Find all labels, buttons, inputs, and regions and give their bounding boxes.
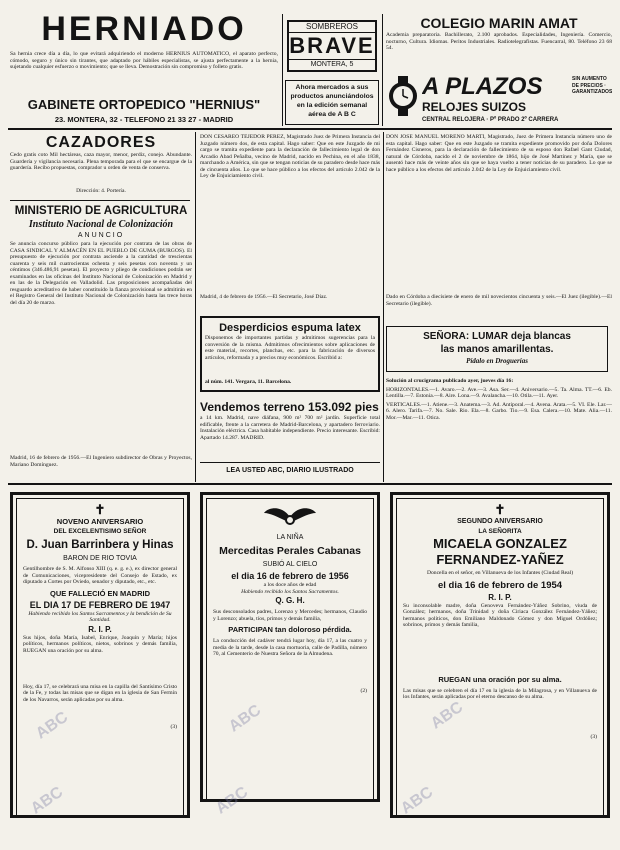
obit3-occasion: SEGUNDO ANIVERSARIO <box>457 518 543 525</box>
moreno-notice <box>386 134 612 318</box>
guia-line-1: Ahora mercados a sus <box>295 84 369 91</box>
marin-ad <box>386 14 612 74</box>
abc-watermark: ABC <box>397 783 437 818</box>
obit1-footer: Hoy, día 17, se celebrará una misa en la capilla del Santísimo Cristo de la Fe, y todas las misas que se digan en la iglesia de San Fermín de los Navarros, serán aplicadas por su alma. <box>23 683 177 703</box>
abc-watermark: ABC <box>427 698 467 733</box>
marin-body: Academia preparatoria. Bachillerato, 2.100 aprobados. Especialidades, Ingeniería. Comercio, nocturno, Cultura. Idiomas. Peritos Industriales. Radiotelegrafistas. Fuencarral, 80. Teléfono 23 68 54. <box>386 32 612 51</box>
abc-watermark: ABC <box>225 701 265 736</box>
guia-line-3: en la edición semanal <box>296 102 368 109</box>
obit2-ref: (2) <box>360 688 367 694</box>
crossword-solution <box>386 378 612 482</box>
obit2-qgh: Q. G. H. <box>275 596 305 605</box>
plazos-title: A PLAZOS <box>422 74 543 100</box>
agricultura-date: Madrid, 16 de febrero de 1956.—El Ingeniero subdirector de Obras y Proyectos, Mariano Domínguez. <box>10 455 192 468</box>
obit1-occasion: NOVENO ANIVERSARIO <box>56 517 144 526</box>
lumar-line-3: Pídalo en Droguerías <box>466 357 528 365</box>
obit1-rip: R. I. P. <box>88 624 112 634</box>
guia-line-2: productos anunciándolos <box>290 93 374 100</box>
obit1-died: QUE FALLECIÓ EN MADRID <box>49 588 150 598</box>
plazos-footer: CENTRAL RELOJERA · Pº PRADO 2º CARRERA <box>422 117 559 123</box>
obit1-ref: (3) <box>170 723 177 730</box>
cazadores-body: Cedo gratis coto Mil hectáreas, caza mayor, menor, perdiz, conejo. Abundante. Guardería y vigilancia necesaria. Plena temporada para el que se encargue de la guardería. Recibo propuestas, comprador u orden de venta de conserva. <box>10 152 192 171</box>
lumar-line-2: las manos amarillentas. <box>440 344 554 355</box>
plazos-ad <box>386 74 612 126</box>
obit2-event: SUBIÓ AL CIELO <box>262 561 318 568</box>
tejedor-notice <box>200 134 380 310</box>
terreno-ad <box>200 400 380 480</box>
desperdicios-body: Disponemos de importantes partidas y admitimos sugerencias para la conversión de la misma. Admitimos ofrecimientos sobre aplicaciones de este material, recortes, planchas, etc. para la fabricación de diversos artículos, reformada y a precios muy económicos. Escribid a: <box>205 335 375 361</box>
obit2-footer: La conducción del cadáver tendrá lugar hoy, día 17, a las cuatro y media de la tarde, desde la casa mortuoria, calle de Padilla, número 70, al Cementerio de Nuestra Señora de la Almudena. <box>213 638 367 657</box>
obituary-3 <box>390 492 610 818</box>
crossword-verticales: VERTICALES.—1. Atiene.—3. Anatema.—3. Ad. Antiporal.—4. Avena. Arata.—5. VI. Ele. Lar.—6. Alero. Tarifa.—7. No. Sale. Rio. Ela.—8. Garbo. Tio.—9. Esa. Calera.—10. Mate. Alia.—11. Mor.—Mar.—11. Otica. <box>386 401 612 421</box>
terreno-footer: LEA USTED ABC, DIARIO ILUSTRADO <box>226 467 354 474</box>
terreno-title: Vendemos terreno 153.092 pies <box>200 400 379 414</box>
obit3-date: el dia 16 de febrero de 1954 <box>437 579 563 591</box>
obit3-desc: Doncella en el señor, en Villanueva de los Infantes (Ciudad Real) <box>426 570 574 576</box>
angel-icon <box>213 503 367 533</box>
obit1-body: Sus hijos, doña María, Isabel, Enrique, Joaquín y María; hijos políticos, hermanos políticos, nietos, sobrinos y demás familia, RUEGAN una oración por su alma. <box>23 634 177 654</box>
cazadores-ad <box>10 134 192 198</box>
agricultura-body: Se anuncia concurso público para la ejecución por contrata de las obras de CASA SINDICAL Y ALMACÉN EN EL PUEBLO DE GUMA (BURGOS). El presupuesto de ejecución por contrata asciende a la cantidad de trescientas cuarenta y seis mil cuatrocientas ochenta y seis pesetas con noventa y un céntimos (346.486,91 pesetas). El proyecto y pliego de condiciones podrán ser examinados en las oficinas del Instituto Nacional de Colonización en Madrid y en las de la Delegación en Valladolid. Las proposiciones acompañadas del resguardo acreditativo de haber constituido la fianza provisional se admitirán en el Registro General del Instituto Nacional de Colonización hasta las trece horas del día 20 de marzo. <box>10 241 192 306</box>
abc-watermark: ABC <box>212 783 252 818</box>
obit2-label: LA NIÑA <box>276 534 304 541</box>
watch-icon <box>386 76 420 116</box>
obit3-name-2: FERNANDEZ-YAÑEZ <box>436 552 564 567</box>
obit1-honorific: DEL EXCELENTISIMO SEÑOR <box>53 528 147 535</box>
obituary-1 <box>10 492 190 818</box>
brave-top: SOMBREROS <box>289 22 375 33</box>
plazos-subtitle: RELOJES SUIZOS <box>422 100 527 114</box>
crossword-intro: Solución al crucigrama publicado ayer, jueves día 16: <box>386 378 514 384</box>
obit2-date: el dia 16 de febrero de 1956 <box>231 571 349 581</box>
cross-icon: ✝ <box>94 502 106 517</box>
cazadores-title: CAZADORES <box>45 134 157 151</box>
brave-name: BRAVE <box>289 33 375 58</box>
terreno-body: a 14 km. Madrid, nave diáfana, 900 m² 700 m² jardín. Superficie total edificable, frente a la carretera de Madrid-Barcelona, y apartadero ferroviario. Instalación eléctrica. Casa habitable independiente. Precio interesante. Escribid: Apartado 14.287. MADRID. <box>200 415 380 441</box>
obit2-sacraments: Habiendo recibido los Santos Sacramentos. <box>241 588 339 595</box>
abc-watermark: ABC <box>27 783 67 818</box>
marin-title: COLEGIO MARIN AMAT <box>420 15 578 31</box>
agricultura-title: MINISTERIO DE AGRICULTURA <box>14 205 188 217</box>
lumar-ad <box>386 326 608 372</box>
crossword-horizontales: HORIZONTALES.—1. Avaro.—2. Ave.—3. Asa. Ser.—4. Aniversario.—5. Ta. Alma. TT.—6. Eb. Lentilla.—7. Estonia.—8. Aire. Lona.—9. Avalancha.—10. Otila.—11. Ayer. <box>386 386 612 399</box>
obit3-body: Su inconsolable madre, doña Genoveva Fernández-Yáñez Sobrino, viuda de González; hermanos, doña Trinidad y doña Ciriaca González Fernández-Yáñez; hermanos políticos, don Emiliano Maldonado Gómez y don Miguel Ordóñez; sobrinos, primos y demás familia, <box>403 602 597 628</box>
obit1-title: BARON DE RIO TOVIA <box>63 555 137 562</box>
obit2-body: Sus desconsolados padres, Lorenzo y Mercedes; hermanos, Claudio y Lorenzo; abuela, tíos, primos y demás familia, <box>213 609 367 622</box>
desperdicios-address: al núm. 141. Vergara, 11. Barcelona. <box>205 379 292 385</box>
tejedor-date: Madrid, 4 de febrero de 1956.—El Secretario, José Díaz. <box>200 294 328 300</box>
obit1-date: EL DIA 17 DE FEBRERO DE 1947 <box>29 599 171 610</box>
brave-ad <box>287 20 377 72</box>
obit3-ref: (3) <box>590 733 597 740</box>
obituary-2 <box>200 492 380 802</box>
hernio-title: HERNIADO <box>41 10 247 48</box>
obit2-participate: PARTICIPAN tan doloroso pérdida. <box>228 625 352 634</box>
agricultura-label: ANUNCIO <box>77 232 125 239</box>
brave-bottom: MONTERA, 5 <box>289 59 375 69</box>
obit2-age: a los doce años de edad <box>263 582 317 588</box>
agricultura-subtitle: Instituto Nacional de Colonización <box>28 219 174 230</box>
obit1-desc: Gentilhombre de S. M. Alfonso XIII (q. e. g. e.), ex director general de Comunicaciones, vicepresidente del Consejo de Estado, ex diputado a Cortes por Oviedo, senador y diputado, etc., etc. <box>23 566 177 585</box>
hernio-ad <box>10 10 278 128</box>
tejedor-body: DON CESAREO TEJEDOR PEREZ, Magistrado Juez de Primera Instancia del Juzgado número dos, de esta capital. Hago saber: Que en este Juzgado de mi cargo se tramita expediente para la declaración de fallecimiento legal de don Arcadio Abad Peñalba, vecino de Madrid, nacido en Pechina, en el año 1838, marchando a América, sin que se tengan noticias de su paradero desde hace más de cincuenta años. Lo que se hace público a los efectos del artículo 2.042 de la Ley de Enjuiciamiento civil. <box>200 134 380 179</box>
cazadores-contact: Dirección: 4. Portería. <box>76 188 126 194</box>
obit1-name: D. Juan Barrinbera y Hinas <box>26 539 174 551</box>
obit3-honorific: LA SEÑORITA <box>478 528 522 535</box>
moreno-body: DON JOSE MANUEL MORENO MARTI, Magistrado, Juez de Primera Instancia número uno de esta capital. Hago saber: Que en este Juzgado se tramita expediente promovido por doña Dolores Fernández Cisneros, para la declaración de fallecimiento de su esposo don Rafael Gant Ciudad, natural de Córdoba, nacido el 2 de noviembre de 1864, hijo de José Martínez y María, que se ausentó hace más de veinte años sin que se haya vuelto a tener noticias de su paradero. Lo que se hace público a los efectos del artículo 2.042 de la Ley de Enjuiciamiento civil. <box>386 134 612 173</box>
obit3-ruegan: RUEGAN una oración por su alma. <box>438 674 562 684</box>
obit3-footer: Las misas que se celebren el día 17 en la iglesia de la Milagrosa, y en Villanueva de los Infantes, serán aplicadas por el eterno descanso de su alma. <box>403 687 597 700</box>
hernio-subtitle: GABINETE ORTOPEDICO "HERNIUS" <box>27 97 261 112</box>
guia-ad <box>285 80 379 125</box>
abc-watermark: ABC <box>32 708 72 743</box>
cross-icon: ✝ <box>494 502 506 517</box>
desperdicios-ad <box>200 316 380 392</box>
obit3-rip: R. I. P. <box>488 592 512 602</box>
guia-line-4: aérea de A B C <box>308 111 356 118</box>
plazos-side: SIN AUMENTO DE PRECIOS · GARANTIZADOS <box>572 76 612 95</box>
obit3-name-1: MICAELA GONZALEZ <box>433 536 567 551</box>
lumar-line-1: SEÑORA: LUMAR deja blancas <box>423 331 571 342</box>
obit1-sacraments: Habiendo recibido los Santos Sacramentos y la bendición de Su Santidad. <box>28 610 172 623</box>
agricultura-notice <box>10 204 192 480</box>
moreno-date: Dado en Córdoba a diecisiete de enero de mil novecientos cincuenta y seis.—El Juez (ilegible).—El Secretario (ilegible). <box>386 294 612 307</box>
hernio-address: 23. MONTERA, 32 - TELEFONO 21 33 27 - MADRID <box>54 115 234 124</box>
obit2-name: Merceditas Perales Cabanas <box>219 545 361 557</box>
desperdicios-title: Desperdicios espuma latex <box>219 322 361 334</box>
hernio-body: Sa hernia crece día a día, lo que evitará adquiriendo el moderno HERNIUS AUTOMATICO, el aparato perfecto, cómodo, seguro y único sin tirantes, que adaptado por hábiles especialistas, se ajusta perfectamente a la hernia, sujetando cualquier esfuerzo o movimiento; que se lleva. Demostración sin compromiso y folleto gratis. <box>10 51 278 70</box>
